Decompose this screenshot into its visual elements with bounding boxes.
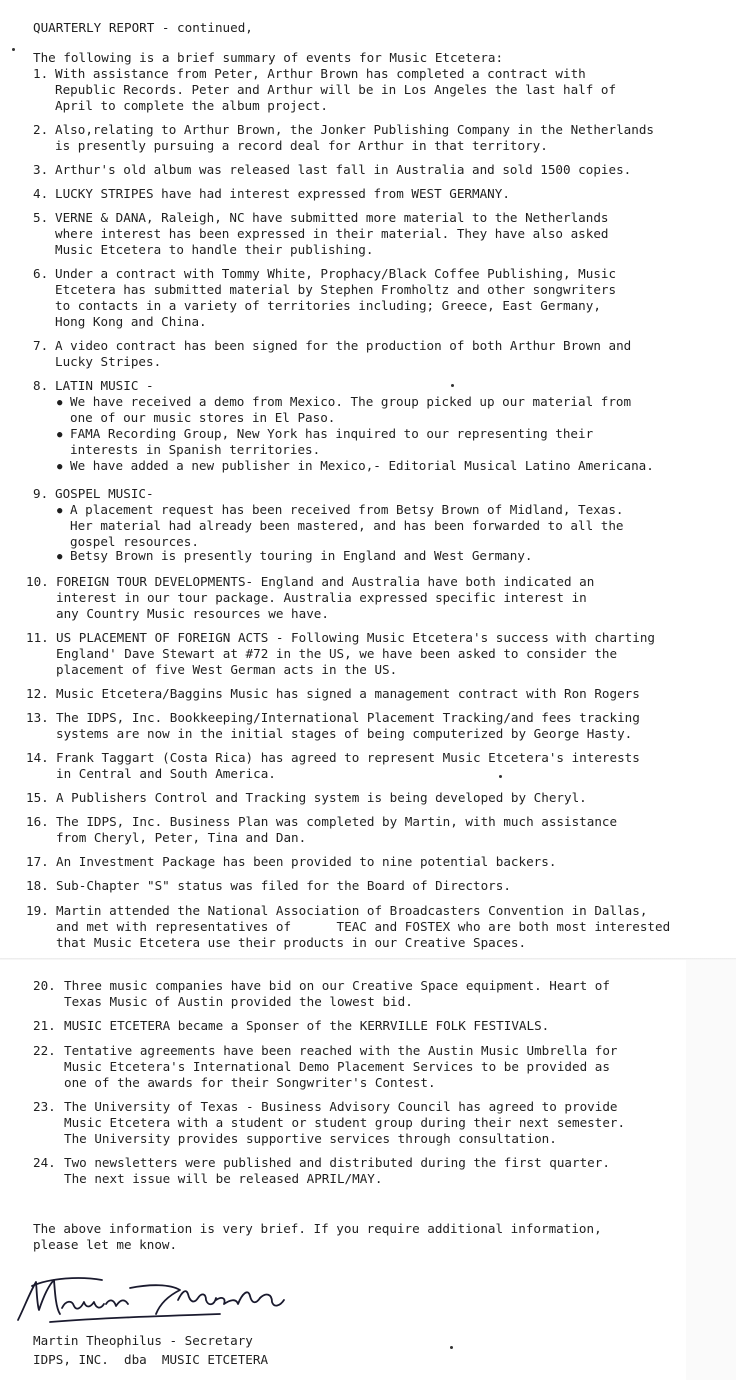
report-header: QUARTERLY REPORT - continued, [33, 20, 253, 35]
item-line: Frank Taggart (Costa Rica) has agreed to represent Music Etcetera's interests [56, 750, 640, 765]
item-line: FOREIGN TOUR DEVELOPMENTS- England and Australia have both indicated an [56, 574, 595, 589]
item-number: 9. [33, 486, 49, 501]
item-line: Three music companies have bid on our Creative Space equipment. Heart of [64, 978, 610, 993]
lower-sheet-shade [686, 960, 736, 1380]
stray-mark [450, 1346, 453, 1349]
signer-name: Martin Theophilus - Secretary [33, 1333, 253, 1348]
latin-bullet-line: We have added a new publisher in Mexico,- Editorial Musical Latino Americana. [70, 458, 654, 473]
item-number: 20. [33, 978, 56, 993]
latin-bullet-line: FAMA Recording Group, New York has inquired to our representing their [70, 426, 594, 441]
item-line: LUCKY STRIPES have had interest expressed from WEST GERMANY. [55, 186, 510, 201]
item-number: 23. [33, 1099, 56, 1114]
item-number: 15. [26, 790, 49, 805]
item-line: in Central and South America. [56, 766, 276, 781]
stray-mark [451, 384, 454, 387]
latin-bullet-line: We have received a demo from Mexico. The group picked up our material from [70, 394, 632, 409]
item-line: Etcetera has submitted material by Stephen Fromholtz and other songwriters [55, 282, 617, 297]
item-line: Tentative agreements have been reached with the Austin Music Umbrella for [64, 1043, 618, 1058]
item-number: 11. [26, 630, 49, 645]
item-line: interest in our tour package. Australia expressed specific interest in [56, 590, 587, 605]
bullet-marker: ● [57, 506, 63, 516]
closing-line: The above information is very brief. If you require additional information, [33, 1221, 602, 1236]
item-line: LATIN MUSIC - [55, 378, 154, 393]
item-number: 2. [33, 122, 49, 137]
item-number: 13. [26, 710, 49, 725]
item-line: Music Etcetera's International Demo Placement Services to be provided as [64, 1059, 610, 1074]
item-line: Texas Music of Austin provided the lowest bid. [64, 994, 413, 1009]
bullet-marker: ● [57, 462, 63, 472]
item-line: to contacts in a variety of territories including; Greece, East Germany, [55, 298, 601, 313]
gospel-bullet-line: A placement request has been received from Betsy Brown of Midland, Texas. [70, 502, 624, 517]
item-line: one of the awards for their Songwriter's Contest. [64, 1075, 436, 1090]
gospel-bullet-line: Her material had already been mastered, and has been forwarded to all the [70, 518, 624, 533]
item-line: placement of five West German acts in the US. [56, 662, 398, 677]
item-number: 18. [26, 878, 49, 893]
item-line: England' Dave Stewart at #72 in the US, we have been asked to consider the [56, 646, 618, 661]
item-number: 19. [26, 903, 49, 918]
item-number: 8. [33, 378, 49, 393]
item-line: Music Etcetera with a student or student group during their next semester. [64, 1115, 626, 1130]
item-line: any Country Music resources we have. [56, 606, 329, 621]
item-line: from Cheryl, Peter, Tina and Dan. [56, 830, 307, 845]
handwritten-signature [10, 1270, 290, 1332]
latin-bullet-line: one of our music stores in El Paso. [70, 410, 336, 425]
item-line: Arthur's old album was released last fall in Australia and sold 1500 copies. [55, 162, 632, 177]
item-number: 5. [33, 210, 49, 225]
item-line: With assistance from Peter, Arthur Brown has completed a contract with [55, 66, 586, 81]
intro-line: The following is a brief summary of events for Music Etcetera: [33, 50, 504, 65]
item-line: Hong Kong and China. [55, 314, 207, 329]
item-line: Two newsletters were published and distributed during the first quarter. [64, 1155, 610, 1170]
item-line: An Investment Package has been provided to nine potential backers. [56, 854, 557, 869]
item-number: 10. [26, 574, 49, 589]
item-line: A video contract has been signed for the production of both Arthur Brown and [55, 338, 632, 353]
item-line: A Publishers Control and Tracking system is being developed by Cheryl. [56, 790, 587, 805]
item-line: The IDPS, Inc. Bookkeeping/International Placement Tracking/and fees tracking [56, 710, 640, 725]
closing-line: please let me know. [33, 1237, 178, 1252]
item-number: 14. [26, 750, 49, 765]
latin-bullet-line: interests in Spanish territories. [70, 442, 321, 457]
stray-mark [499, 775, 502, 778]
item-line: Republic Records. Peter and Arthur will be in Los Angeles the last half of [55, 82, 617, 97]
item-line: Music Etcetera/Baggins Music has signed a management contract with Ron Rogers [56, 686, 640, 701]
item-number: 12. [26, 686, 49, 701]
item-number: 6. [33, 266, 49, 281]
item-line: The IDPS, Inc. Business Plan was completed by Martin, with much assistance [56, 814, 618, 829]
bullet-marker: ● [57, 552, 63, 562]
item-line: The University provides supportive services through consultation. [64, 1131, 557, 1146]
item-line: GOSPEL MUSIC- [55, 486, 154, 501]
item-line: and met with representatives of TEAC and FOSTEX who are both most interested [56, 919, 671, 934]
item-line: US PLACEMENT OF FOREIGN ACTS - Following Music Etcetera's success with charting [56, 630, 655, 645]
item-number: 4. [33, 186, 49, 201]
bullet-marker: ● [57, 430, 63, 440]
item-line: Under a contract with Tommy White, Prophacy/Black Coffee Publishing, Music [55, 266, 617, 281]
item-number: 1. [33, 66, 49, 81]
item-line: The University of Texas - Business Advisory Council has agreed to provide [64, 1099, 618, 1114]
item-line: MUSIC ETCETERA became a Sponser of the KERRVILLE FOLK FESTIVALS. [64, 1018, 550, 1033]
item-line: Sub-Chapter "S" status was filed for the Board of Directors. [56, 878, 511, 893]
item-number: 7. [33, 338, 49, 353]
item-number: 17. [26, 854, 49, 869]
item-line: Martin attended the National Association of Broadcasters Convention in Dallas, [56, 903, 648, 918]
item-number: 21. [33, 1018, 56, 1033]
item-line: systems are now in the initial stages of being computerized by George Hasty. [56, 726, 633, 741]
item-number: 22. [33, 1043, 56, 1058]
item-line: where interest has been expressed in their material. They have also asked [55, 226, 609, 241]
item-line: Lucky Stripes. [55, 354, 162, 369]
page-fold-edge [0, 958, 736, 960]
signer-company: IDPS, INC. dba MUSIC ETCETERA [33, 1352, 269, 1367]
item-number: 3. [33, 162, 49, 177]
gospel-bullet-line: gospel resources. [70, 534, 199, 549]
item-line: April to complete the album project. [55, 98, 328, 113]
item-number: 24. [33, 1155, 56, 1170]
item-line: The next issue will be released APRIL/MAY. [64, 1171, 383, 1186]
item-line: Also,relating to Arthur Brown, the Jonker Publishing Company in the Netherlands [55, 122, 654, 137]
item-line: Music Etcetera to handle their publishing. [55, 242, 374, 257]
item-line: VERNE & DANA, Raleigh, NC have submitted more material to the Netherlands [55, 210, 609, 225]
stray-mark [12, 48, 15, 51]
gospel-bullet-line: Betsy Brown is presently touring in England and West Germany. [70, 548, 533, 563]
item-line: is presently pursuing a record deal for Arthur in that territory. [55, 138, 548, 153]
bullet-marker: ● [57, 398, 63, 408]
item-number: 16. [26, 814, 49, 829]
item-line: that Music Etcetera use their products in our Creative Spaces. [56, 935, 527, 950]
